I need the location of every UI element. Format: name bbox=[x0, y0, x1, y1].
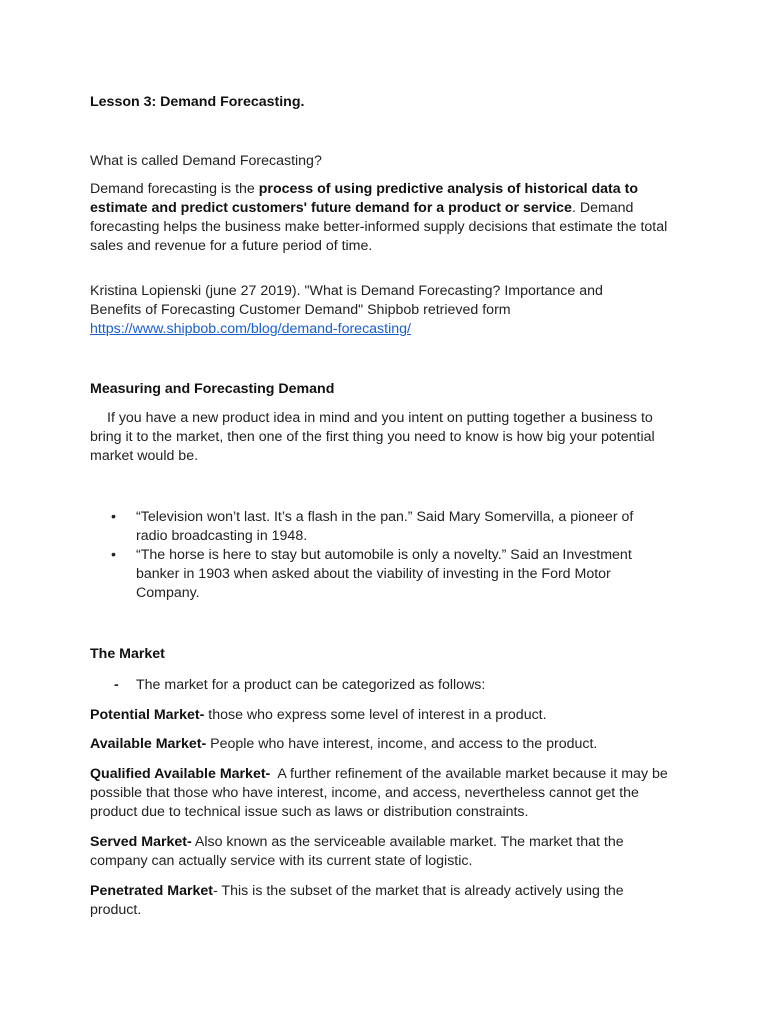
definition-paragraph bbox=[90, 180, 680, 256]
quote-text: “The horse is here to stay but automobile is only a novelty.” Said an Investment banker in 1903 when asked about the viability of investing in the Ford Motor Company. bbox=[136, 547, 632, 601]
market-desc: A further refinement of the available market because it may be possible that those who have interest, income, and access, nevertheless cannot get the product due to technical issue such as laws or distribution constraints. bbox=[90, 766, 672, 820]
market-heading: The Market bbox=[90, 646, 165, 662]
market-item-served bbox=[90, 833, 665, 871]
market-term: Qualified Available Market- bbox=[90, 766, 271, 782]
measuring-heading: Measuring and Forecasting Demand bbox=[90, 381, 335, 397]
bullet-icon: • bbox=[111, 547, 116, 563]
lesson-title: Lesson 3: Demand Forecasting. bbox=[90, 94, 305, 110]
market-term: Potential Market- bbox=[90, 707, 205, 723]
quote-list bbox=[90, 508, 650, 603]
market-item-penetrated bbox=[90, 882, 670, 920]
market-intro: The market for a product can be categorized as follows: bbox=[136, 677, 486, 693]
dash-icon: - bbox=[114, 677, 119, 693]
citation-link[interactable]: https://www.shipbob.com/blog/demand-forecasting/ bbox=[90, 321, 411, 337]
quote-text: “Television won’t last. It’s a flash in the pan.” Said Mary Somervilla, a pioneer of radio broadcasting in 1948. bbox=[136, 509, 634, 544]
list-item bbox=[90, 508, 650, 546]
citation-text: Kristina Lopienski (june 27 2019). "What is Demand Forecasting? Importance and Benefits of Forecasting Customer Demand" Shipbob retrieved form bbox=[90, 283, 603, 318]
market-item-potential bbox=[90, 706, 680, 725]
market-intro-item bbox=[90, 676, 650, 695]
question-text: What is called Demand Forecasting? bbox=[90, 153, 322, 169]
citation bbox=[90, 282, 650, 339]
market-desc: Also known as the serviceable available market. The market that the company can actually service with its current state of logistic. bbox=[90, 834, 624, 869]
market-item-qualified bbox=[90, 765, 685, 822]
measuring-paragraph: If you have a new product idea in mind and you intent on putting together a business to bring it to the market, then one of the first thing you need to know is how big your potential market would be. bbox=[90, 410, 655, 464]
definition-intro: Demand forecasting is the bbox=[90, 181, 259, 197]
bullet-icon: • bbox=[111, 509, 116, 525]
market-term: Penetrated Market bbox=[90, 883, 214, 899]
market-desc: - This is the subset of the market that is already actively using the product. bbox=[90, 883, 624, 918]
market-item-available bbox=[90, 735, 680, 754]
definition-emphasis: process of using predictive analysis of historical data to estimate and predict customers' future demand for a product or service bbox=[90, 181, 638, 216]
definition-rest: . Demand forecasting helps the business make better-informed supply decisions that estimate the total sales and revenue for a future period of time. bbox=[90, 200, 668, 254]
market-term: Available Market- bbox=[90, 736, 207, 752]
market-desc: People who have interest, income, and access to the product. bbox=[206, 736, 598, 752]
list-item bbox=[90, 546, 650, 603]
market-term: Served Market- bbox=[90, 834, 192, 850]
market-desc: those who express some level of interest in a product. bbox=[204, 707, 547, 723]
